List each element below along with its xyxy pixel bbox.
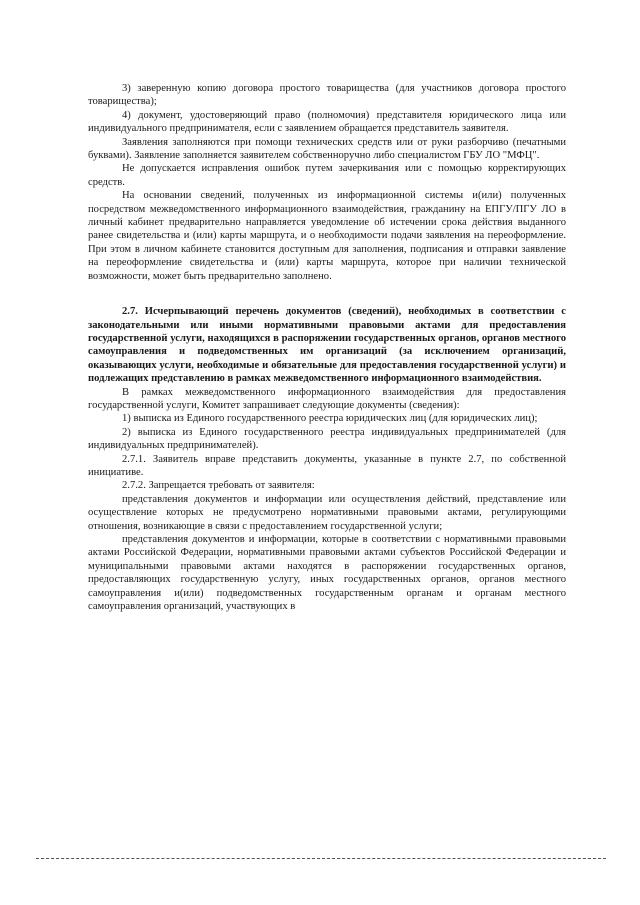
paragraph: 2.7.1. Заявитель вправе представить документы, указанные в пункте 2.7, по собственной инициативе.: [88, 453, 566, 478]
paragraph: Заявления заполняются при помощи технических средств или от руки разборчиво (печатными буквами). Заявление заполняется заявителем собственноручно либо специалистом ГБУ ЛО "МФЦ".: [88, 136, 566, 162]
paragraph: 2.7.2. Запрещается требовать от заявителя:: [122, 480, 315, 492]
paragraph: 2) выписка из Единого государственного реестра индивидуальных предпринимателей (для индивидуальных предпринимателей).: [88, 426, 566, 452]
paragraph: 4) документ, удостоверяющий право (полномочия) представителя юридического лица или индивидуального предпринимателя, если с заявлением обращается представитель заявителя.: [88, 109, 566, 135]
paragraph: представления документов и информации или осуществления действий, представление или осуществление которых не предусмотрено нормативными правовыми актами, регулирующими отношения, возникающие в связи с предоставлением государственной услуги;: [88, 493, 566, 532]
paragraph: представления документов и информации, которые в соответствии с нормативными правовыми актами Российской Федерации, нормативными правовыми актами субъектов Российской Федерации и муниципальными правовыми актами находятся в распоряжении государственных органов, предоставляющих государственную услугу, иных государственных органов, органов местного самоуправления и(или) подведомственных государственным органам и органам местного самоуправления организаций, участвующих в: [88, 534, 566, 613]
section-spacer: [88, 283, 566, 305]
document-body: [88, 82, 566, 613]
paragraph: 3) заверенную копию договора простого товарищества (для участников договора простого товарищества);: [88, 83, 566, 108]
paragraph: На основании сведений, полученных из информационной системы и(или) полученных посредством межведомственного информационного взаимодействия, гражданину на ЕПГУ/ПГУ ЛО в личный кабинет предварительно направляется уведомление об истечении срока действия выданного ранее свидетельства и (или) карты маршрута, и о необходимости подачи заявления на переоформление. При этом в личном кабинете становится доступным для заполнения, подписания и отправки заявление на переоформление свидетельства и (или) карты маршрута, которое при наличии технической возможности, может быть предварительно заполнено.: [88, 190, 566, 282]
paragraph: 1) выписка из Единого государственного реестра юридических лиц (для юридических лиц);: [122, 413, 538, 425]
footer-divider: [36, 858, 606, 859]
paragraph: Не допускается исправления ошибок путем зачеркивания или с помощью корректирующих средств.: [88, 163, 566, 188]
paragraph: В рамках межведомственного информационного взаимодействия для предоставления государственной услуги, Комитет запрашивает следующие документы (сведения):: [88, 386, 566, 411]
section-heading: 2.7. Исчерпывающий перечень документов (сведений), необходимых в соответствии с законодательными или иными нормативными правовыми актами для предоставления государственной услуги, находящихся в распоряжении государственных органов, органов местного самоуправления и подведомственных им организаций (за исключением организаций, оказывающих услуги, необходимые и обязательные для предоставления государственной услуги) и подлежащих представлению в рамках межведомственного информационного взаимодействия.: [88, 306, 566, 385]
